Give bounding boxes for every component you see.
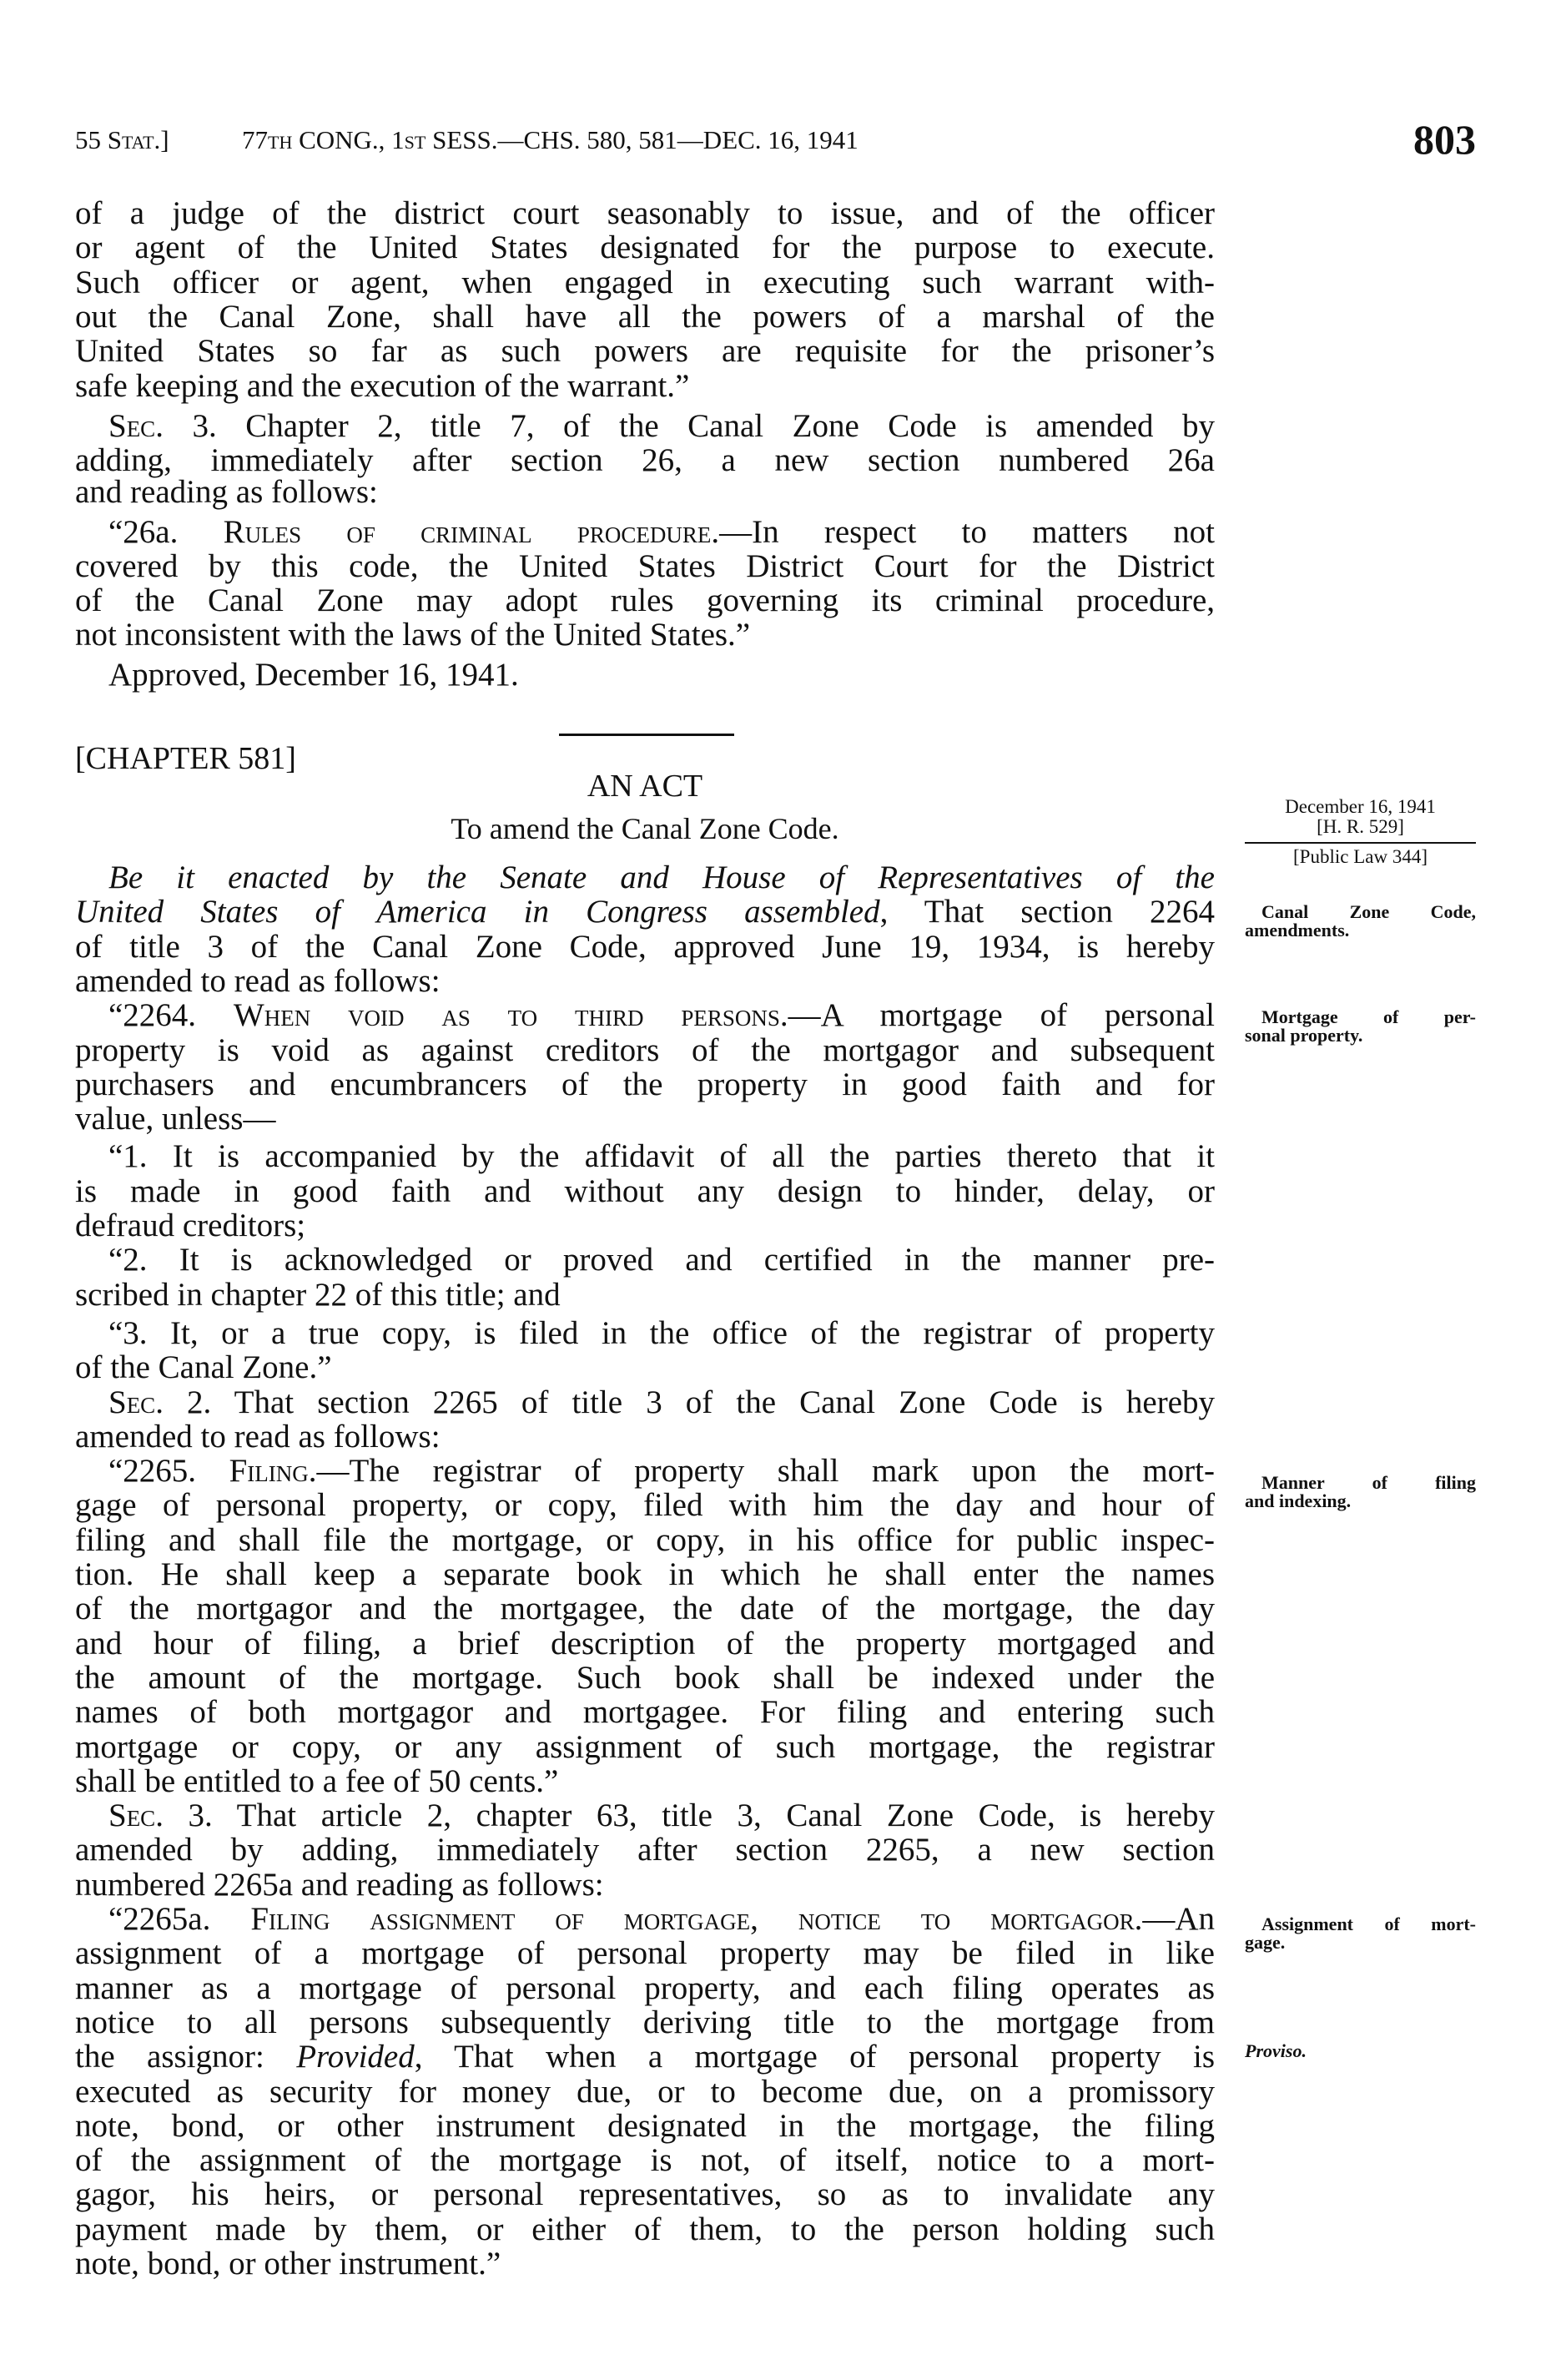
text-run: adding, immediately after section 26, a new section numbered 26a bbox=[75, 442, 1215, 478]
text-run: the assignor: bbox=[75, 2039, 297, 2075]
text-run: “2. It is acknowledged or proved and certified in the manner pre- bbox=[108, 1242, 1215, 1278]
margin-note: sonal property. bbox=[1245, 1025, 1363, 1046]
text-run: amended to read as follows: bbox=[75, 963, 441, 999]
text-line bbox=[75, 964, 1215, 998]
text-run: United States so far as such powers are requisite for the prisoner’s bbox=[75, 333, 1215, 369]
text-line bbox=[75, 618, 1215, 652]
text-run: amended by adding, immediately after section 2265, a new section bbox=[75, 1832, 1215, 1868]
page-number: 803 bbox=[1413, 116, 1476, 163]
text-line bbox=[75, 1488, 1215, 1522]
text-line bbox=[75, 1208, 1215, 1243]
text-run: gage of personal property, or copy, filed with him the day and hour of bbox=[75, 1487, 1215, 1523]
text-line bbox=[75, 230, 1215, 265]
text-line bbox=[75, 1316, 1215, 1350]
text-line bbox=[75, 1764, 1215, 1798]
text-run: purchasers and encumbrancers of the property in good faith and for bbox=[75, 1066, 1215, 1102]
text-line bbox=[75, 2005, 1215, 2040]
text-run: Sec. bbox=[108, 1384, 164, 1420]
text-line bbox=[75, 1067, 1215, 1102]
act-title: To amend the Canal Zone Code. bbox=[451, 812, 839, 845]
text-run: is made in good faith and without any design to hinder, delay, or bbox=[75, 1173, 1215, 1209]
text-run: note, bond, or other instrument.” bbox=[75, 2246, 501, 2282]
text-run: 2. That section 2265 of title 3 of the Canal Zone Code is hereby bbox=[163, 1384, 1215, 1420]
text-run: , That when a mortgage of personal property is bbox=[414, 2039, 1216, 2075]
text-line bbox=[75, 196, 1215, 230]
margin-note: Mortgage of per- bbox=[1261, 1006, 1476, 1027]
margin-note: and indexing. bbox=[1245, 1490, 1352, 1511]
text-run: Sec. bbox=[108, 1798, 164, 1833]
text-line bbox=[75, 2212, 1215, 2246]
margin-note: Assignment of mort- bbox=[1261, 1914, 1476, 1934]
text-run: and reading as follows: bbox=[75, 474, 378, 510]
text-run: notice to all persons subsequently deriving title to the mortgage from bbox=[75, 2004, 1215, 2040]
text-line bbox=[75, 1523, 1215, 1557]
margin-note: amendments. bbox=[1245, 920, 1350, 940]
text-line bbox=[75, 1591, 1215, 1626]
text-run: mortgage or copy, or any assignment of such mortgage, the registrar bbox=[75, 1729, 1215, 1765]
text-line bbox=[75, 1243, 1215, 1277]
text-line bbox=[75, 475, 1215, 509]
text-run: Be it enacted by the Senate and House of Representatives of the bbox=[108, 860, 1215, 895]
text-line bbox=[75, 2075, 1215, 2109]
text-run: note, bond, or other instrument designated in the mortgage, the filing bbox=[75, 2108, 1215, 2144]
text-run: out the Canal Zone, shall have all the powers of a marshal of the bbox=[75, 299, 1215, 335]
text-line bbox=[75, 1278, 1215, 1312]
text-run: gagor, his heirs, or personal representatives, so as to invalidate any bbox=[75, 2176, 1215, 2212]
text-run: —The registrar of property shall mark upon the mort- bbox=[316, 1453, 1215, 1489]
text-line bbox=[75, 549, 1215, 583]
text-run: shall be entitled to a fee of 50 cents.” bbox=[75, 1763, 559, 1799]
text-line bbox=[75, 1868, 1215, 1902]
text-line bbox=[75, 1385, 1215, 1419]
text-run: Rules of criminal procedure. bbox=[223, 514, 720, 550]
text-run: “26a. bbox=[108, 514, 224, 550]
text-line bbox=[75, 1936, 1215, 1970]
text-run: “2264. bbox=[108, 997, 234, 1033]
margin-rule bbox=[1245, 842, 1476, 844]
text-line bbox=[75, 1102, 1215, 1136]
text-run: covered by this code, the United States District Court for the District bbox=[75, 548, 1215, 584]
text-line bbox=[75, 515, 1215, 549]
text-run: “2265. bbox=[108, 1453, 229, 1489]
text-run: manner as a mortgage of personal property, and each filing operates as bbox=[75, 1970, 1215, 2006]
running-head-volume: 55 Stat.] bbox=[75, 125, 169, 154]
text-run: filing and shall file the mortgage, or copy, in his office for public inspec- bbox=[75, 1522, 1215, 1558]
text-run: When void as to third persons. bbox=[233, 997, 788, 1033]
text-line bbox=[75, 895, 1215, 929]
text-run: the amount of the mortgage. Such book shall be indexed under the bbox=[75, 1660, 1215, 1696]
text-line bbox=[75, 998, 1215, 1032]
text-run: property is void as against creditors of the mortgagor and subsequent bbox=[75, 1032, 1215, 1068]
text-run: 3. Chapter 2, title 7, of the Canal Zone Code is amended by bbox=[163, 408, 1215, 444]
text-run: —A mortgage of personal bbox=[788, 997, 1216, 1033]
text-line bbox=[75, 930, 1215, 964]
text-run: of the Canal Zone may adopt rules governing its criminal procedure, bbox=[75, 582, 1215, 618]
text-run: safe keeping and the execution of the warrant.” bbox=[75, 368, 690, 404]
text-run: and hour of filing, a brief description of the property mortgaged and bbox=[75, 1626, 1215, 1661]
margin-date: December 16, 1941 bbox=[1285, 796, 1436, 817]
text-run: “1. It is accompanied by the affidavit of all the parties thereto that it bbox=[108, 1138, 1215, 1174]
text-run: assignment of a mortgage of personal property may be filed in like bbox=[75, 1935, 1215, 1971]
text-line bbox=[75, 443, 1215, 477]
text-line bbox=[75, 1419, 1215, 1454]
text-run: Filing assignment of mortgage, notice to mortgagor. bbox=[250, 1901, 1143, 1937]
text-run: of the Canal Zone.” bbox=[75, 1349, 332, 1385]
text-line bbox=[75, 2177, 1215, 2211]
text-run: of the mortgagor and the mortgagee, the date of the mortgage, the day bbox=[75, 1591, 1215, 1626]
text-line bbox=[75, 334, 1215, 368]
margin-note: Manner of filing bbox=[1261, 1472, 1476, 1493]
margin-public-law: [Public Law 344] bbox=[1293, 846, 1428, 867]
text-run: Such officer or agent, when engaged in executing such warrant with- bbox=[75, 265, 1215, 300]
text-run: scribed in chapter 22 of this title; and bbox=[75, 1277, 561, 1313]
text-line bbox=[75, 2143, 1215, 2177]
text-line bbox=[75, 1174, 1215, 1208]
section-divider bbox=[559, 734, 734, 736]
text-run: —In respect to matters not bbox=[719, 514, 1215, 550]
text-run: payment made by them, or either of them, to the person holding such bbox=[75, 2211, 1215, 2247]
text-line bbox=[75, 1902, 1215, 1936]
text-line bbox=[75, 1557, 1215, 1591]
text-line bbox=[75, 1139, 1215, 1173]
text-line bbox=[75, 265, 1215, 300]
text-run: “2265a. bbox=[108, 1901, 251, 1937]
text-run: Sec. bbox=[108, 408, 164, 444]
text-line bbox=[75, 1350, 1215, 1384]
text-run: of title 3 of the Canal Zone Code, approved June 19, 1934, is hereby bbox=[75, 929, 1215, 965]
text-run: defraud creditors; bbox=[75, 1208, 306, 1243]
text-line bbox=[75, 1971, 1215, 2005]
running-head-session: 77th CONG., 1st SESS.—CHS. 580, 581—DEC. 16, 1941 bbox=[242, 125, 859, 154]
text-run: “3. It, or a true copy, is filed in the office of the registrar of property bbox=[108, 1315, 1215, 1351]
act-heading: AN ACT bbox=[587, 769, 703, 804]
chapter-label: [CHAPTER 581] bbox=[75, 741, 296, 776]
text-run: Provided bbox=[296, 2039, 415, 2075]
text-run: of the assignment of the mortgage is not, of itself, notice to a mort- bbox=[75, 2142, 1215, 2178]
text-line bbox=[75, 369, 1215, 403]
margin-note: Canal Zone Code, bbox=[1261, 901, 1476, 922]
text-line bbox=[75, 860, 1215, 895]
text-run: , That section 2264 bbox=[879, 894, 1216, 930]
text-line bbox=[75, 658, 1215, 692]
text-line bbox=[75, 1695, 1215, 1729]
text-line bbox=[75, 1661, 1215, 1695]
text-run: tion. He shall keep a separate book in which he shall enter the names bbox=[75, 1556, 1215, 1592]
text-run: value, unless— bbox=[75, 1101, 276, 1137]
margin-note: gage. bbox=[1245, 1932, 1286, 1953]
text-run: not inconsistent with the laws of the United States.” bbox=[75, 617, 751, 653]
text-run: —An bbox=[1142, 1901, 1216, 1937]
text-line bbox=[75, 2246, 1215, 2281]
text-run: Approved, December 16, 1941. bbox=[108, 657, 519, 693]
text-run: Filing. bbox=[229, 1453, 317, 1489]
text-line bbox=[75, 1033, 1215, 1067]
margin-proviso: Proviso. bbox=[1245, 2040, 1307, 2061]
text-line bbox=[75, 300, 1215, 334]
text-line bbox=[75, 1798, 1215, 1833]
text-line bbox=[75, 1730, 1215, 1764]
text-run: executed as security for money due, or to become due, on a promissory bbox=[75, 2074, 1215, 2110]
text-run: or agent of the United States designated for the purpose to execute. bbox=[75, 229, 1215, 265]
text-line bbox=[75, 1454, 1215, 1488]
text-run: 3. That article 2, chapter 63, title 3, Canal Zone Code, is hereby bbox=[163, 1798, 1215, 1833]
text-line bbox=[75, 1833, 1215, 1867]
margin-bill-number: [H. R. 529] bbox=[1317, 816, 1404, 837]
text-run: United States of America in Congress assembled bbox=[75, 894, 880, 930]
text-run: of a judge of the district court seasonably to issue, and of the officer bbox=[75, 195, 1215, 231]
text-line bbox=[75, 2109, 1215, 2143]
text-run: numbered 2265a and reading as follows: bbox=[75, 1867, 604, 1903]
text-line bbox=[75, 409, 1215, 443]
text-line bbox=[75, 2040, 1215, 2074]
text-run: names of both mortgagor and mortgagee. For filing and entering such bbox=[75, 1694, 1215, 1730]
text-line bbox=[75, 583, 1215, 618]
text-run: amended to read as follows: bbox=[75, 1419, 441, 1455]
text-line bbox=[75, 1626, 1215, 1661]
